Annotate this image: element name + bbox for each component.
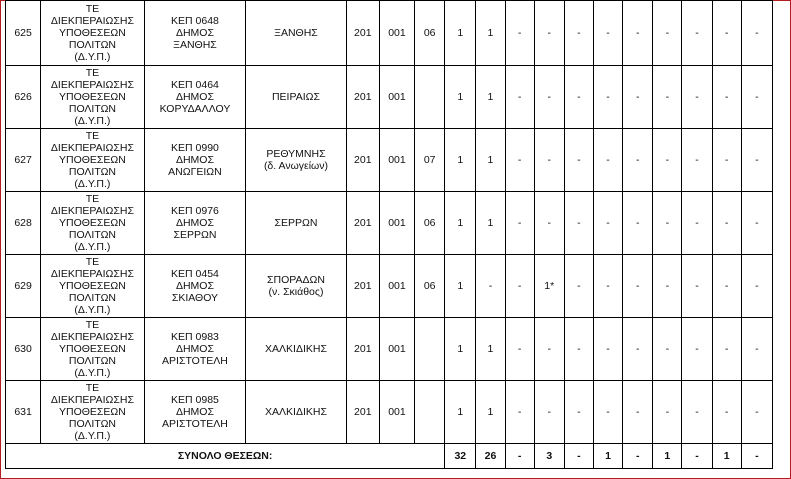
service-unit: ΤΕ ΔΙΕΚΠΕΡΑΙΩΣΗΣ ΥΠΟΘΕΣΕΩΝ ΠΟΛΙΤΩΝ (Δ.Υ.Π.) — [41, 1, 145, 66]
kep-office: ΚΕΠ 0985 ΔΗΜΟΣ ΑΡΙΣΤΟΤΕΛΗ — [144, 381, 246, 444]
total-cell: - — [682, 444, 712, 469]
code-3: 06 — [415, 1, 445, 66]
value-cell: - — [593, 1, 622, 66]
value-cell: - — [653, 1, 682, 66]
table-row — [6, 255, 773, 318]
positions-table — [5, 0, 773, 469]
value-cell: 1 — [476, 318, 505, 381]
value-cell: - — [593, 255, 622, 318]
value-cell: - — [623, 66, 653, 129]
value-cell: - — [682, 129, 712, 192]
service-unit: ΤΕ ΔΙΕΚΠΕΡΑΙΩΣΗΣ ΥΠΟΘΕΣΕΩΝ ΠΟΛΙΤΩΝ (Δ.Υ.Π.) — [41, 129, 145, 192]
table-row — [6, 192, 773, 255]
row-number: 630 — [6, 318, 41, 381]
region: ΠΕΙΡΑΙΩΣ — [246, 66, 347, 129]
total-cell: - — [623, 444, 653, 469]
value-cell: - — [505, 192, 534, 255]
kep-office: ΚΕΠ 0648 ΔΗΜΟΣ ΞΑΝΘΗΣ — [144, 1, 246, 66]
value-cell: 1 — [476, 66, 505, 129]
code-2: 001 — [379, 318, 414, 381]
row-number: 631 — [6, 381, 41, 444]
value-cell: - — [564, 318, 593, 381]
value-cell: - — [623, 1, 653, 66]
region: ΧΑΛΚΙΔΙΚΗΣ — [246, 381, 347, 444]
kep-office: ΚΕΠ 0990 ΔΗΜΟΣ ΑΝΩΓΕΙΩΝ — [144, 129, 246, 192]
value-cell: - — [593, 381, 622, 444]
value-cell: - — [682, 318, 712, 381]
region: ΣΠΟΡΑΔΩΝ (ν. Σκιάθος) — [246, 255, 347, 318]
value-cell: - — [564, 1, 593, 66]
value-cell: 1 — [476, 1, 505, 66]
code-2: 001 — [379, 255, 414, 318]
total-cell: 32 — [445, 444, 476, 469]
value-cell: - — [712, 255, 741, 318]
value-cell: - — [505, 129, 534, 192]
value-cell: - — [653, 381, 682, 444]
value-cell: - — [682, 66, 712, 129]
code-2: 001 — [379, 192, 414, 255]
value-cell: - — [741, 66, 772, 129]
total-cell: - — [505, 444, 534, 469]
code-1: 201 — [346, 1, 379, 66]
kep-office: ΚΕΠ 0976 ΔΗΜΟΣ ΣΕΡΡΩΝ — [144, 192, 246, 255]
table-body — [6, 1, 773, 469]
value-cell: - — [682, 1, 712, 66]
service-unit: ΤΕ ΔΙΕΚΠΕΡΑΙΩΣΗΣ ΥΠΟΘΕΣΕΩΝ ΠΟΛΙΤΩΝ (Δ.Υ.Π.) — [41, 255, 145, 318]
code-3: 06 — [415, 255, 445, 318]
value-cell: - — [653, 255, 682, 318]
value-cell: - — [505, 318, 534, 381]
value-cell: 1 — [445, 129, 476, 192]
value-cell: - — [505, 381, 534, 444]
value-cell: - — [564, 192, 593, 255]
value-cell: - — [534, 129, 564, 192]
value-cell: - — [564, 255, 593, 318]
service-unit: ΤΕ ΔΙΕΚΠΕΡΑΙΩΣΗΣ ΥΠΟΘΕΣΕΩΝ ΠΟΛΙΤΩΝ (Δ.Υ.Π.) — [41, 66, 145, 129]
kep-office: ΚΕΠ 0454 ΔΗΜΟΣ ΣΚΙΑΘΟΥ — [144, 255, 246, 318]
code-3 — [415, 318, 445, 381]
code-3 — [415, 381, 445, 444]
value-cell: 1 — [476, 129, 505, 192]
value-cell: - — [741, 1, 772, 66]
row-number: 629 — [6, 255, 41, 318]
value-cell: - — [712, 192, 741, 255]
value-cell: - — [534, 66, 564, 129]
value-cell: - — [593, 318, 622, 381]
table-row — [6, 381, 773, 444]
value-cell: - — [505, 1, 534, 66]
table-row — [6, 1, 773, 66]
value-cell: - — [564, 129, 593, 192]
value-cell: 1 — [445, 381, 476, 444]
kep-office: ΚΕΠ 0983 ΔΗΜΟΣ ΑΡΙΣΤΟΤΕΛΗ — [144, 318, 246, 381]
value-cell: 1 — [445, 1, 476, 66]
value-cell: - — [712, 66, 741, 129]
total-cell: 26 — [476, 444, 505, 469]
value-cell: - — [741, 318, 772, 381]
region: ΡΕΘΥΜΝΗΣ (δ. Ανωγείων) — [246, 129, 347, 192]
value-cell: - — [623, 255, 653, 318]
value-cell: - — [712, 129, 741, 192]
row-number: 627 — [6, 129, 41, 192]
code-2: 001 — [379, 129, 414, 192]
value-cell: 1 — [445, 192, 476, 255]
row-number: 628 — [6, 192, 41, 255]
value-cell: - — [741, 192, 772, 255]
row-number: 625 — [6, 1, 41, 66]
value-cell: - — [564, 66, 593, 129]
value-cell: - — [593, 129, 622, 192]
code-3: 06 — [415, 192, 445, 255]
value-cell: - — [682, 255, 712, 318]
service-unit: ΤΕ ΔΙΕΚΠΕΡΑΙΩΣΗΣ ΥΠΟΘΕΣΕΩΝ ΠΟΛΙΤΩΝ (Δ.Υ.Π.) — [41, 318, 145, 381]
table-row — [6, 66, 773, 129]
region: ΧΑΛΚΙΔΙΚΗΣ — [246, 318, 347, 381]
code-2: 001 — [379, 381, 414, 444]
value-cell: - — [712, 381, 741, 444]
total-cell: 1 — [593, 444, 622, 469]
code-2: 001 — [379, 66, 414, 129]
value-cell: - — [534, 192, 564, 255]
region: ΣΕΡΡΩΝ — [246, 192, 347, 255]
value-cell: - — [505, 66, 534, 129]
value-cell: - — [593, 192, 622, 255]
value-cell: - — [741, 381, 772, 444]
value-cell: - — [682, 192, 712, 255]
row-number: 626 — [6, 66, 41, 129]
region: ΞΑΝΘΗΣ — [246, 1, 347, 66]
value-cell: - — [653, 66, 682, 129]
value-cell: - — [741, 255, 772, 318]
value-cell: - — [534, 381, 564, 444]
code-1: 201 — [346, 318, 379, 381]
value-cell: - — [505, 255, 534, 318]
value-cell: - — [712, 318, 741, 381]
value-cell: - — [712, 1, 741, 66]
value-cell: - — [653, 192, 682, 255]
value-cell: 1 — [476, 192, 505, 255]
value-cell: - — [476, 255, 505, 318]
value-cell: - — [623, 192, 653, 255]
code-1: 201 — [346, 66, 379, 129]
value-cell: - — [623, 318, 653, 381]
total-cell: - — [741, 444, 772, 469]
value-cell: 1 — [445, 318, 476, 381]
value-cell: - — [623, 381, 653, 444]
table-row — [6, 318, 773, 381]
code-1: 201 — [346, 129, 379, 192]
code-3: 07 — [415, 129, 445, 192]
kep-office: ΚΕΠ 0464 ΔΗΜΟΣ ΚΟΡΥΔΑΛΛΟΥ — [144, 66, 246, 129]
value-cell: - — [682, 381, 712, 444]
code-1: 201 — [346, 255, 379, 318]
table-row — [6, 129, 773, 192]
value-cell: - — [653, 318, 682, 381]
value-cell: 1* — [534, 255, 564, 318]
code-1: 201 — [346, 192, 379, 255]
value-cell: - — [653, 129, 682, 192]
value-cell: 1 — [476, 381, 505, 444]
value-cell: - — [534, 318, 564, 381]
total-cell: 1 — [712, 444, 741, 469]
total-cell: - — [564, 444, 593, 469]
value-cell: 1 — [445, 255, 476, 318]
service-unit: ΤΕ ΔΙΕΚΠΕΡΑΙΩΣΗΣ ΥΠΟΘΕΣΕΩΝ ΠΟΛΙΤΩΝ (Δ.Υ.Π.) — [41, 381, 145, 444]
total-label: ΣΥΝΟΛΟ ΘΕΣΕΩΝ: — [6, 444, 445, 469]
total-cell: 1 — [653, 444, 682, 469]
total-row — [6, 444, 773, 469]
code-2: 001 — [379, 1, 414, 66]
value-cell: - — [741, 129, 772, 192]
value-cell: - — [534, 1, 564, 66]
service-unit: ΤΕ ΔΙΕΚΠΕΡΑΙΩΣΗΣ ΥΠΟΘΕΣΕΩΝ ΠΟΛΙΤΩΝ (Δ.Υ.Π.) — [41, 192, 145, 255]
value-cell: 1 — [445, 66, 476, 129]
value-cell: - — [593, 66, 622, 129]
code-1: 201 — [346, 381, 379, 444]
code-3 — [415, 66, 445, 129]
value-cell: - — [623, 129, 653, 192]
total-cell: 3 — [534, 444, 564, 469]
value-cell: - — [564, 381, 593, 444]
